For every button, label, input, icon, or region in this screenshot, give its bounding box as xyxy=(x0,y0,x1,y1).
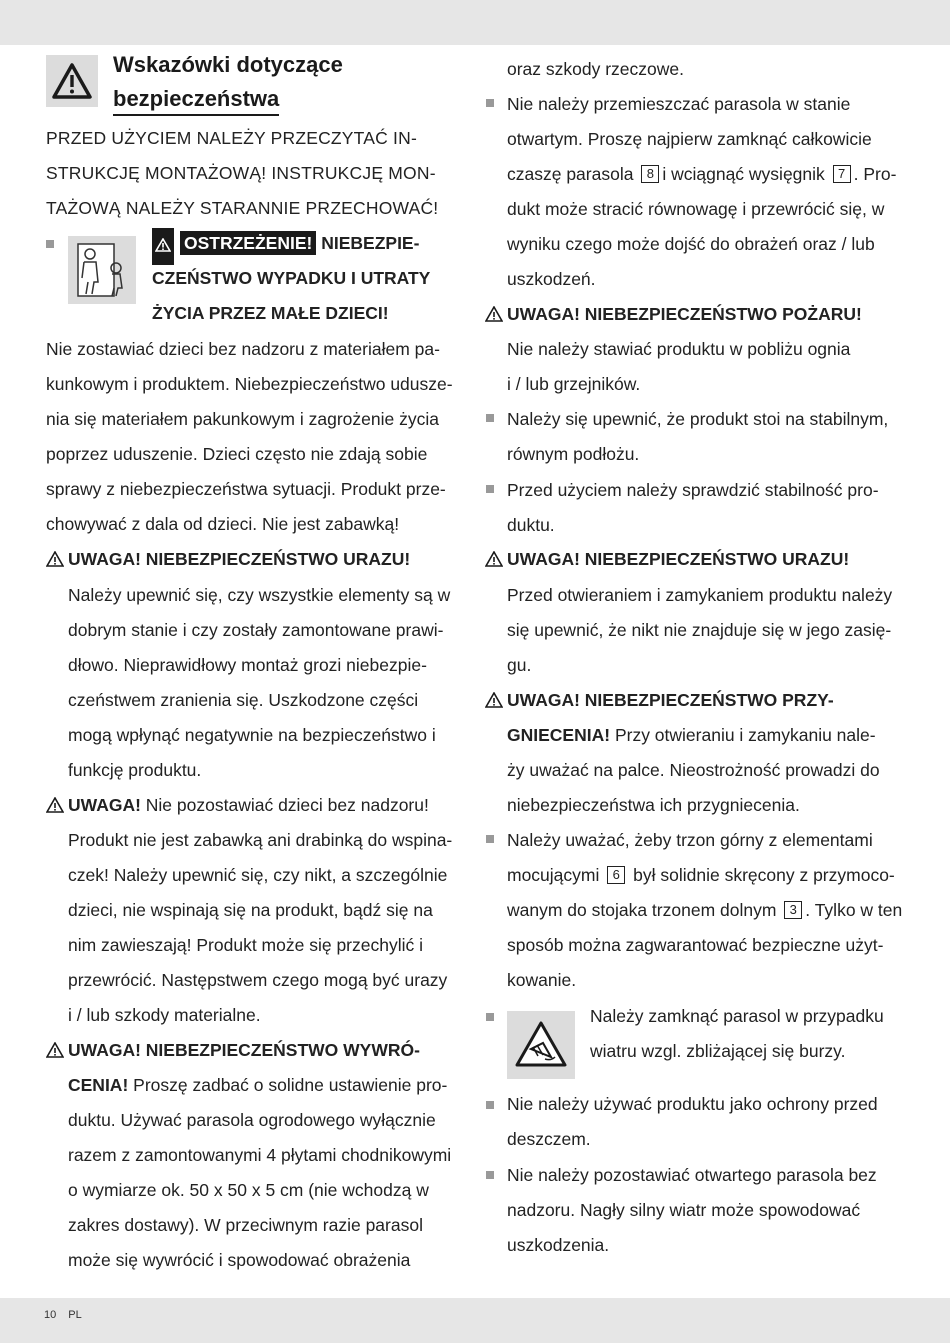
children-warning-label: UWAGA! xyxy=(68,795,141,815)
bullet-marker xyxy=(486,1171,494,1179)
body-line: przewrócić. Następstwem czego mogą być urazy xyxy=(68,970,448,990)
child-warning-title xyxy=(152,226,419,261)
body-line: dłowo. Nieprawidłowy montaż grozi niebezpie- xyxy=(68,655,427,675)
body-line: Należy upewnić się, czy wszystkie elementy są w xyxy=(68,585,451,605)
body-line: dzieci, nie wspinają się na produkt, bądź się na xyxy=(68,900,433,920)
fire-warning-title: UWAGA! NIEBEZPIECZEŃSTWO POŻARU! xyxy=(507,304,862,324)
body-line: kowanie. xyxy=(507,970,577,990)
page-footer xyxy=(44,1309,82,1321)
body-line: kunkowym i produktem. Niebezpieczeństwo udusze- xyxy=(46,374,453,394)
body-line: wyniku czego może dojść do obrażeń oraz / lub xyxy=(507,234,875,254)
body-line: duktu. Używać parasola ogrodowego wyłącznie xyxy=(68,1110,436,1130)
body-line: sposób można zagwarantować bezpieczne użyt- xyxy=(507,935,884,955)
bullet-marker xyxy=(486,1013,494,1021)
body-line: Należy się upewnić, że produkt stoi na stabilnym, xyxy=(507,409,889,429)
warning-icon xyxy=(46,1042,64,1063)
body-line: sprawy z niebezpieczeństwa sytuacji. Produkt prze- xyxy=(46,479,446,499)
body-line: Przy otwieraniu i zamykaniu nale- xyxy=(614,725,876,745)
crush-warning-title-line2 xyxy=(507,718,876,753)
text: . Pro- xyxy=(853,164,897,184)
body-line: uszkodzenia. xyxy=(507,1235,610,1255)
body-line: otwartym. Proszę najpierw zamknąć całkowicie xyxy=(507,129,872,149)
body-line: może się wywrócić i spowodować obrażenia xyxy=(68,1250,411,1270)
page-number: 10 xyxy=(44,1309,57,1321)
section-title-line1: Wskazówki dotyczące xyxy=(113,52,343,77)
body-line: chowywać z dala od dzieci. Nie jest zabawką! xyxy=(46,514,400,534)
part-number-6: 6 xyxy=(607,866,625,884)
body-line: ży uważać na palce. Nieostrożność prowadzi do xyxy=(507,760,880,780)
warning-icon xyxy=(46,797,64,818)
intro-line: TAŻOWĄ NALEŻY STARANNIE PRZECHOWAĆ! xyxy=(46,198,439,218)
bullet-marker xyxy=(486,414,494,422)
text: czaszę parasola xyxy=(507,164,634,184)
child-warning-title-line: ŻYCIA PRZEZ MAŁE DZIECI! xyxy=(152,303,389,323)
part-number-8: 8 xyxy=(641,165,659,183)
top-band xyxy=(0,0,950,45)
body-line: Przed otwieraniem i zamykaniem produktu należy xyxy=(507,585,893,605)
children-warning-text: Nie pozostawiać dzieci bez nadzoru! xyxy=(145,795,429,815)
body-line: nadzoru. Nagły silny wiatr może spowodować xyxy=(507,1200,861,1220)
body-line: o wymiarze ok. 50 x 50 x 5 cm (nie wchodzą w xyxy=(68,1180,429,1200)
body-line: Należy zamknąć parasol w przypadku xyxy=(590,1006,884,1026)
body-line: mogą wpłynąć negatywnie na bezpieczeństwo i xyxy=(68,725,436,745)
text: i wciągnąć wysięgnik xyxy=(662,164,825,184)
bullet-marker xyxy=(486,485,494,493)
injury-warning-title: UWAGA! NIEBEZPIECZEŃSTWO URAZU! xyxy=(68,549,411,569)
warning-icon xyxy=(152,228,174,265)
part-number-3: 3 xyxy=(784,901,802,919)
tipping-warning-title-line2 xyxy=(68,1068,447,1103)
body-line: Proszę zadbać o solidne ustawienie pro- xyxy=(133,1075,448,1095)
injury-warning-title: UWAGA! NIEBEZPIECZEŃSTWO URAZU! xyxy=(507,549,850,569)
warning-badge: OSTRZEŻENIE! xyxy=(180,231,316,255)
body-line: dukt może stracić równowagę i przewrócić się, w xyxy=(507,199,885,219)
bullet-marker xyxy=(486,99,494,107)
text: mocującymi xyxy=(507,865,600,885)
part-number-7: 7 xyxy=(833,165,851,183)
body-line: się upewnić, że nikt nie znajduje się w jego zasię- xyxy=(507,620,892,640)
text: był solidnie skręcony z przymoco- xyxy=(633,865,895,885)
bullet-marker xyxy=(486,835,494,843)
body-line: Przed użyciem należy sprawdzić stabilność pro- xyxy=(507,480,879,500)
body-line: i / lub szkody materialne. xyxy=(68,1005,261,1025)
body-line: Nie należy pozostawiać otwartego parasola bez xyxy=(507,1165,877,1185)
body-line: razem z zamontowanymi 4 płytami chodnikowymi xyxy=(68,1145,452,1165)
warning-icon xyxy=(485,551,503,572)
children-warning-title xyxy=(68,788,429,823)
crush-warning-title: UWAGA! NIEBEZPIECZEŃSTWO PRZY- xyxy=(507,690,834,710)
child-warning-title-rest: NIEBEZPIE- xyxy=(321,233,420,253)
section-title-line2: bezpieczeństwa xyxy=(113,86,279,116)
warning-icon xyxy=(46,55,98,107)
body-line: nia się materiałem pakunkowym i zagrożenie życia xyxy=(46,409,439,429)
intro-line: PRZED UŻYCIEM NALEŻY PRZECZYTAĆ IN- xyxy=(46,128,417,148)
language-code: PL xyxy=(68,1309,82,1321)
body-line: poprzez uduszenie. Dzieci często nie zdają sobie xyxy=(46,444,428,464)
child-warning-title-line: CZEŃSTWO WYPADKU I UTRATY xyxy=(152,268,431,288)
intro-line: STRUKCJĘ MONTAŻOWĄ! INSTRUKCJĘ MON- xyxy=(46,163,436,183)
body-line: deszczem. xyxy=(507,1129,591,1149)
body-line: Nie należy używać produktu jako ochrony przed xyxy=(507,1094,878,1114)
bullet-marker xyxy=(46,240,54,248)
body-line: zakres dostawy). W przeciwnym razie parasol xyxy=(68,1215,423,1235)
body-line: nim zawieszają! Produkt może się przechylić i xyxy=(68,935,423,955)
child-safety-icon xyxy=(68,236,136,304)
body-line: Nie należy stawiać produktu w pobliżu ognia xyxy=(507,339,851,359)
body-line: Nie zostawiać dzieci bez nadzoru z materiałem pa- xyxy=(46,339,440,359)
body-line: Nie należy przemieszczać parasola w stanie xyxy=(507,94,851,114)
text: . Tylko w ten xyxy=(805,900,903,920)
body-line: duktu. xyxy=(507,515,555,535)
footer-band xyxy=(0,1298,950,1343)
text: wanym do stojaka trzonem dolnym xyxy=(507,900,777,920)
warning-icon xyxy=(46,551,64,572)
body-line: gu. xyxy=(507,655,532,675)
tipping-warning-label: CENIA! xyxy=(68,1075,129,1095)
body-line: i / lub grzejników. xyxy=(507,374,641,394)
crush-warning-label: GNIECENIA! xyxy=(507,725,611,745)
body-line: Produkt nie jest zabawką ani drabinką do wspina- xyxy=(68,830,453,850)
body-line-with-parts xyxy=(507,157,896,192)
bullet-marker xyxy=(486,1101,494,1109)
warning-icon xyxy=(485,692,503,713)
body-line: uszkodzeń. xyxy=(507,269,596,289)
body-line: oraz szkody rzeczowe. xyxy=(507,59,685,79)
body-line: dobrym stanie i czy zostały zamontowane prawi- xyxy=(68,620,444,640)
body-line: Należy uważać, żeby trzon górny z elementami xyxy=(507,830,873,850)
body-line: wiatru wzgl. zbliżającej się burzy. xyxy=(590,1041,846,1061)
body-line: funkcję produktu. xyxy=(68,760,202,780)
body-line: równym podłożu. xyxy=(507,444,640,464)
tipping-warning-title: UWAGA! NIEBEZPIECZEŃSTWO WYWRÓ- xyxy=(68,1040,420,1060)
warning-icon xyxy=(485,306,503,327)
body-line-with-parts xyxy=(507,893,902,928)
body-line-with-parts xyxy=(507,858,895,893)
body-line: czeństwem zranienia się. Uszkodzone części xyxy=(68,690,419,710)
body-line: czek! Należy upewnić się, czy nikt, a szczególnie xyxy=(68,865,448,885)
wind-warning-icon xyxy=(507,1011,575,1079)
body-line: niebezpieczeństwa ich przygniecenia. xyxy=(507,795,800,815)
